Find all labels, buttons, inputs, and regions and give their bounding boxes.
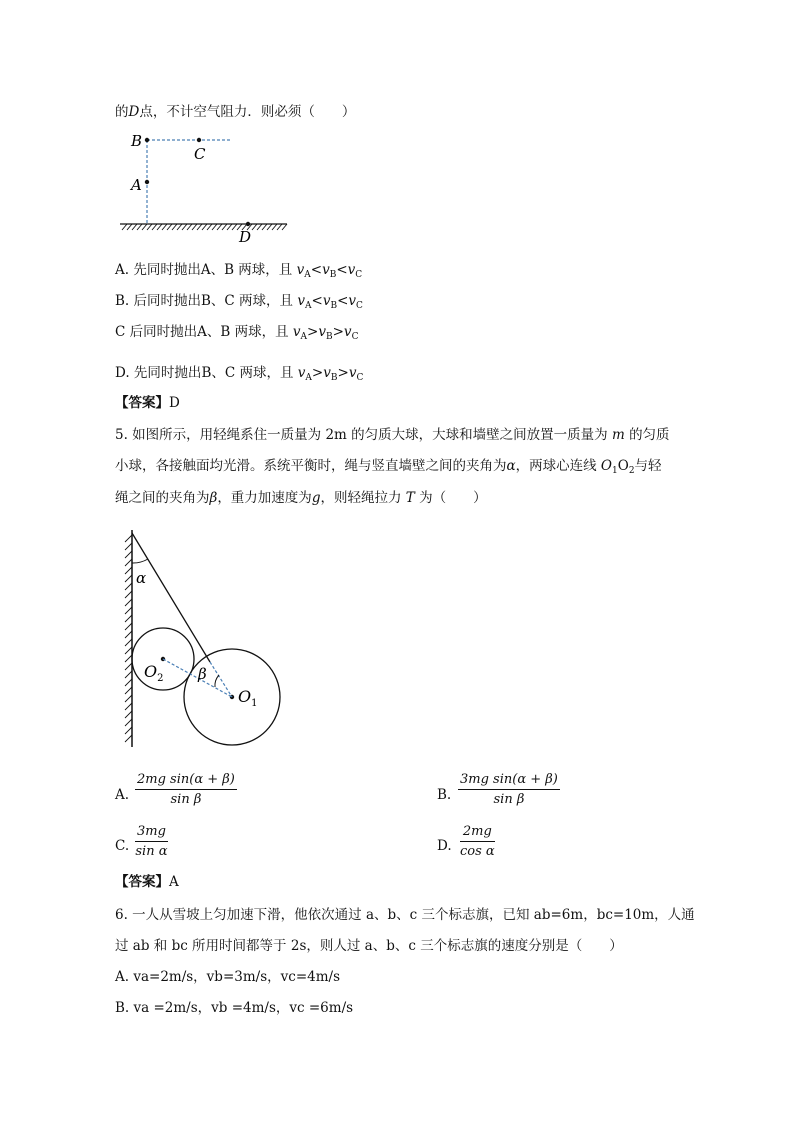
q5-option-d-fraction: $\frac{2mg}{\text{cos α}}$: [460, 824, 495, 859]
q4-label-d: D: [239, 228, 252, 246]
q5-option-b-label: B.: [437, 787, 452, 803]
q4-label-c: C: [194, 145, 206, 163]
q5-alpha-arc: [132, 559, 148, 563]
q4-answer: 【答案】D: [115, 395, 180, 411]
q4-option-b: B. 后同时抛出B、C 两球，且 $v_A<v_B<v_C$: [115, 293, 363, 311]
q5-option-a-fraction: $\frac{\text{2mg sin(α + β)}}{\text{sin β}}$: [137, 772, 235, 807]
q5-alpha-label: α: [136, 569, 147, 587]
q5-beta-arc: [215, 675, 219, 687]
q5-answer: 【答案】A: [115, 874, 179, 890]
q4-point-d: [246, 222, 250, 226]
q4-option-a: A. 先同时抛出A、B 两球，且 $v_A<v_B<v_C$: [115, 262, 363, 280]
q4-stem-post: 点，不计空气阻力．则必须（ ）: [139, 104, 356, 120]
q5-label-o2: $O_2$: [144, 662, 164, 684]
q4-answer-value: D: [169, 395, 180, 411]
q5-rope: [132, 533, 210, 662]
q4-figure: [115, 130, 300, 250]
q4-stem-pre: 的: [115, 104, 129, 120]
q5-label-o1: $O_1$: [238, 687, 258, 709]
q5-option-d-label: D.: [437, 838, 452, 854]
q4-point-a: [145, 180, 149, 184]
q6-option-b: B. va =2m/s，vb =4m/s，vc =6m/s: [115, 1000, 354, 1016]
q4-label-b: B: [131, 132, 143, 150]
q4-ground-hatching: [122, 224, 287, 230]
q6-stem-line-1: 6. 一人从雪坡上匀加速下滑，他依次通过 a、b、c 三个标志旗，已知 ab=6m，bc=10m，人通: [115, 907, 695, 923]
q4-option-c: C 后同时抛出A、B 两球，且 $v_A>v_B>v_C$: [115, 324, 359, 342]
q4-point-b: [145, 138, 149, 142]
q6-option-a: A. va=2m/s，vb=3m/s，vc=4m/s: [115, 969, 340, 985]
q5-option-a-label: A.: [115, 787, 130, 803]
q5-radius-line: [210, 662, 232, 697]
q4-label-a: A: [131, 176, 142, 194]
q4-option-d: D. 先同时抛出B、C 两球，且 $v_A>v_B>v_C$: [115, 365, 364, 383]
q6-stem-line-2: 过 ab 和 bc 所用时间都等于 2s，则人过 a、b、c 三个标志旗的速度分别是（ ）: [115, 938, 623, 954]
q5-stem-line-1: 5. 如图所示，用轻绳系住一质量为 2m 的匀质大球，大球和墙壁之间放置一质量为 m 的匀质: [115, 427, 670, 443]
q5-figure: [118, 525, 293, 755]
q5-option-c-fraction: $\frac{3mg}{\text{sin α}}$: [135, 824, 168, 859]
q5-option-c-label: C.: [115, 838, 130, 854]
q5-beta-label: β: [198, 665, 207, 683]
q5-stem-line-3: 绳之间的夹角为β，重力加速度为g，则轻绳拉力 T 为（ ）: [115, 490, 487, 506]
q5-option-b-fraction: $\frac{\text{3mg sin(α + β)}}{\text{sin β}}$: [460, 772, 558, 807]
q5-answer-value: A: [169, 874, 179, 890]
q4-stem-tail: [115, 103, 355, 121]
q4-stem-point-d: D: [128, 104, 140, 120]
q5-wall-hatching: [125, 535, 132, 742]
q5-stem-line-2: 小球，各接触面均光滑。系统平衡时，绳与竖直墙壁之间的夹角为α，两球心连线 $O_1O_2$与轻: [115, 458, 662, 476]
q4-point-c: [197, 138, 201, 142]
